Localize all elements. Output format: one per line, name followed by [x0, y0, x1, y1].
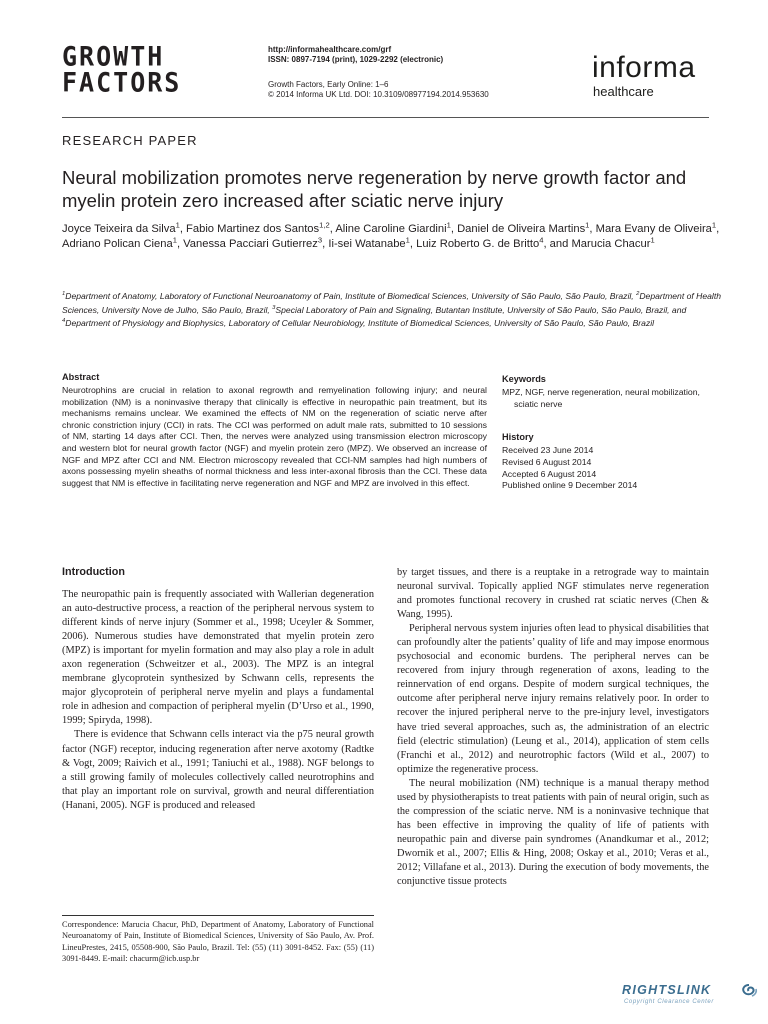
author-separator: , — [716, 223, 720, 235]
author-name: Vanessa Pacciari Gutierrez — [183, 238, 318, 250]
author-name: Mara Evany de Oliveira — [595, 223, 712, 235]
author-name: Marucia Chacur — [571, 238, 651, 250]
correspondence-note: Correspondence: Marucia Chacur, PhD, Department of Anatomy, Laboratory of Functional Neuroanatomy of Pain, Institute of Biomedical Sciences, University of São Paulo, Av. Prof. LineuPrestes, 2415, 05508-900, São Paulo, Brazil. Tel: (55) (11) 3091-8452. Fax: (55) (11) 3091-8449. E-mail: chacurm@icb.usp.br — [62, 920, 374, 963]
journal-logo — [62, 41, 202, 98]
author-name: Adriano Polican Ciena — [62, 238, 173, 250]
journal-issn: ISSN: 0897-7194 (print), 1029-2292 (electronic) — [268, 55, 444, 64]
journal-name-line1: GROWTH — [62, 41, 165, 72]
publisher-name: informa — [592, 51, 696, 84]
keywords-heading: Keywords — [502, 374, 546, 384]
author-name: Joyce Teixeira da Silva — [62, 223, 176, 235]
body-paragraph: There is evidence that Schwann cells interact via the p75 neural growth factor (NGF) receptor, inducing regeneration after nerve axotomy (Radtke & Vogt, 2009; Raivich et al., 1991; Taniuchi et al., 1988). NGF belongs to a still growing family of molecules collectively called neurotrophins and that play an important role on survival, growth and neural differentiation (Hanani, 2005). NGF is produced and released — [62, 729, 374, 811]
author-affiliation-mark: 1 — [711, 220, 717, 230]
author-name: Daniel de Oliveira Martins — [457, 223, 586, 235]
journal-url[interactable]: http://informahealthcare.com/grf — [268, 45, 392, 54]
affiliation-mark: 2 — [636, 291, 640, 298]
author-affiliation-mark: 1 — [446, 220, 451, 230]
author-affiliation-mark: 4 — [539, 235, 544, 245]
author-affiliation-mark: 1 — [405, 235, 410, 245]
history-item: Accepted 6 August 2014 — [502, 468, 597, 479]
publisher-logo — [592, 52, 722, 100]
affiliation-text: Department of Health Sciences, University Nove de Julho, São Paulo, Brazil, — [62, 291, 722, 315]
rightslink-subtitle: Copyright Clearance Center — [624, 999, 714, 1005]
author-separator: , — [176, 238, 184, 250]
author-name: Fabio Martinez dos Santos — [186, 223, 320, 235]
journal-issue: Growth Factors, Early Online: 1–6 — [268, 80, 389, 89]
affiliation-text: Department of Physiology and Biophysics, Laboratory of Cellular Neurobiology, Institute of Biomedical Sciences, University of São Paulo, São Paulo, Brazil — [65, 318, 655, 329]
journal-name-line2: FACTORS — [62, 67, 182, 98]
body-column-right — [397, 566, 709, 889]
history-list — [502, 445, 722, 492]
affiliation-text: Special Laboratory of Pain and Signaling, Butantan Institute, University of São Paulo, São Paulo, Brazil, and — [275, 304, 687, 315]
author-affiliation-mark: 3 — [317, 235, 323, 245]
footnote-divider — [62, 915, 374, 916]
author-affiliation-mark: 1 — [585, 220, 590, 230]
journal-info — [268, 45, 518, 100]
author-affiliation-mark: 1 — [172, 235, 177, 245]
rightslink-swirl-icon — [740, 983, 758, 999]
introduction-heading: Introduction — [62, 566, 125, 578]
history-item: Published online 9 December 2014 — [502, 480, 638, 491]
history-section — [502, 432, 722, 492]
body-paragraph: The neural mobilization (NM) technique is a manual therapy method used by physiotherapists to treat patients with pain of neural origin, such as the compression of the sciatic nerve. NM is a noninvasive technique that has been effective in improving the quality of life of patients with neuropathic pain and diverse pain syndromes (Anandkumar et al., 2012; Dwornik et al., 2007; Ellis & Hing, 2008; Oskay et al., 2010; Veras et al., 2012; Villafane et al., 2013). During the execution of body movements, the conjunctive tissue protects — [397, 777, 709, 888]
affiliation-mark: 3 — [272, 304, 276, 311]
article-type: RESEARCH PAPER — [62, 133, 198, 148]
keywords-text: MPZ, NGF, nerve regeneration, neural mobilization, sciatic nerve — [502, 387, 700, 409]
body-paragraph: Peripheral nervous system injuries often lead to physical disabilities that can profoundly alter the patients’ quality of life and may impose enormous psychosocial and economic burdens. The peripheral nerves can be recovered from injury through regeneration of axons, leading to the reinnervation of end organs. Despite of modern surgical techniques, the outcome after peripheral nerve injury remains relatively poor. In order to recover the injured peripheral nerve to the pre-injury level, investigators have tried several approaches, such as, the administration of an electric field (electric stimulation) (Leung et al., 2014), application of stem cells (Franchi et al., 2012) and neurotrophic factors (Wild et al., 2007) to optimize the regenerative process. — [397, 623, 709, 775]
abstract-text: Neurotrophins are crucial in relation to axonal regrowth and remyelination following injury; and neural mobilization (NM) is a noninvasive therapy that clinically is effective in neuropathic pain treatment, but its mechanisms remains unclear. We examined the effects of NM on the regeneration of sciatic nerve after chronic constriction injury (CCI) in rats. The CCI was performed on adult male rats, submitted to 10 sessions of NM, starting 14 days after CCI. Then, the nerves were analyzed using transmission electron microscopy and western blot for neural growth factor (NGF) and myelin protein zero (MPZ). We observed an increase of NGF and MPZ after CCI and NM. Electron microscopy revealed that CCI-NM samples had high numbers of axons possessing myelin sheaths of normal thickness and less inter-axonal fibrosis than the CCI. These data suggest that NM is effective in facilitating nerve regeneration and NGF and MPZ are involved in this effect. — [62, 385, 487, 488]
affiliation-text: Department of Anatomy, Laboratory of Functional Neuroanatomy of Pain, Institute of Biomedical Sciences, University of São Paulo, São Paulo, Brazil, — [65, 291, 637, 301]
author-separator: , — [450, 223, 458, 235]
author-affiliation-mark: 1 — [175, 220, 180, 230]
rightslink-logo[interactable] — [622, 983, 762, 1013]
keywords-section — [502, 374, 722, 411]
history-item: Received 23 June 2014 — [502, 445, 594, 455]
author-list — [62, 222, 722, 252]
body-column-left — [62, 588, 374, 813]
body-paragraph: The neuropathic pain is frequently associated with Wallerian degeneration an auto-destructive process, a reaction of the peripheral nervous system to different kinds of nerve injury (Sommer et al., 1998; Uceyler & Sommer, 2006). Numerous studies have demonstrated that myelin protein zero (MPZ) is important for myelin formation and may also play a role in adult axon regeneration (Schweitzer et al., 2003). The MPZ is an integral membrane glycoprotein synthesized by Schwann cells, represents the major glycoprotein of peripheral nerve myelin and plays a fundamental role in adhesion and compaction of peripheral myelin (D’Urso et al., 1990, 1999; Spiryda, 1998). — [62, 589, 374, 727]
publisher-sub: healthcare — [593, 84, 654, 99]
rightslink-wordmark: RIGHTSLINK — [622, 983, 712, 997]
author-separator: , and — [543, 238, 572, 250]
affiliation-mark: 4 — [62, 318, 66, 325]
author-affiliation-mark: 1,2 — [319, 220, 330, 230]
author-name: Ii-sei Watanabe — [328, 238, 406, 250]
author-separator: , — [409, 238, 417, 250]
author-affiliation-mark: 1 — [650, 235, 655, 245]
article-title: Neural mobilization promotes nerve regeneration by nerve growth factor and myelin protein zero increased after sciatic nerve injury — [62, 167, 687, 211]
abstract-section — [62, 372, 487, 489]
author-separator: , — [322, 238, 329, 250]
header-divider — [62, 117, 709, 118]
author-name: Luiz Roberto G. de Britto — [416, 238, 540, 250]
affiliation-list — [62, 290, 722, 331]
abstract-heading: Abstract — [62, 372, 100, 382]
history-heading: History — [502, 432, 534, 442]
affiliation-mark: 1 — [62, 291, 66, 298]
author-separator: , — [179, 223, 187, 235]
history-item: Revised 6 August 2014 — [502, 456, 592, 467]
author-separator: , — [589, 223, 596, 235]
author-name: Aline Caroline Giardini — [335, 223, 447, 235]
author-separator: , — [329, 223, 336, 235]
copyright-doi: © 2014 Informa UK Ltd. DOI: 10.3109/08977194.2014.953630 — [268, 90, 489, 99]
body-paragraph: by target tissues, and there is a reuptake in a retrograde way to maintain neuronal survival. Topically applied NGF stimulates nerve regeneration and promotes functional recovery in crushed rat sciatic nerves (Chen & Wang, 1995). — [397, 567, 709, 621]
